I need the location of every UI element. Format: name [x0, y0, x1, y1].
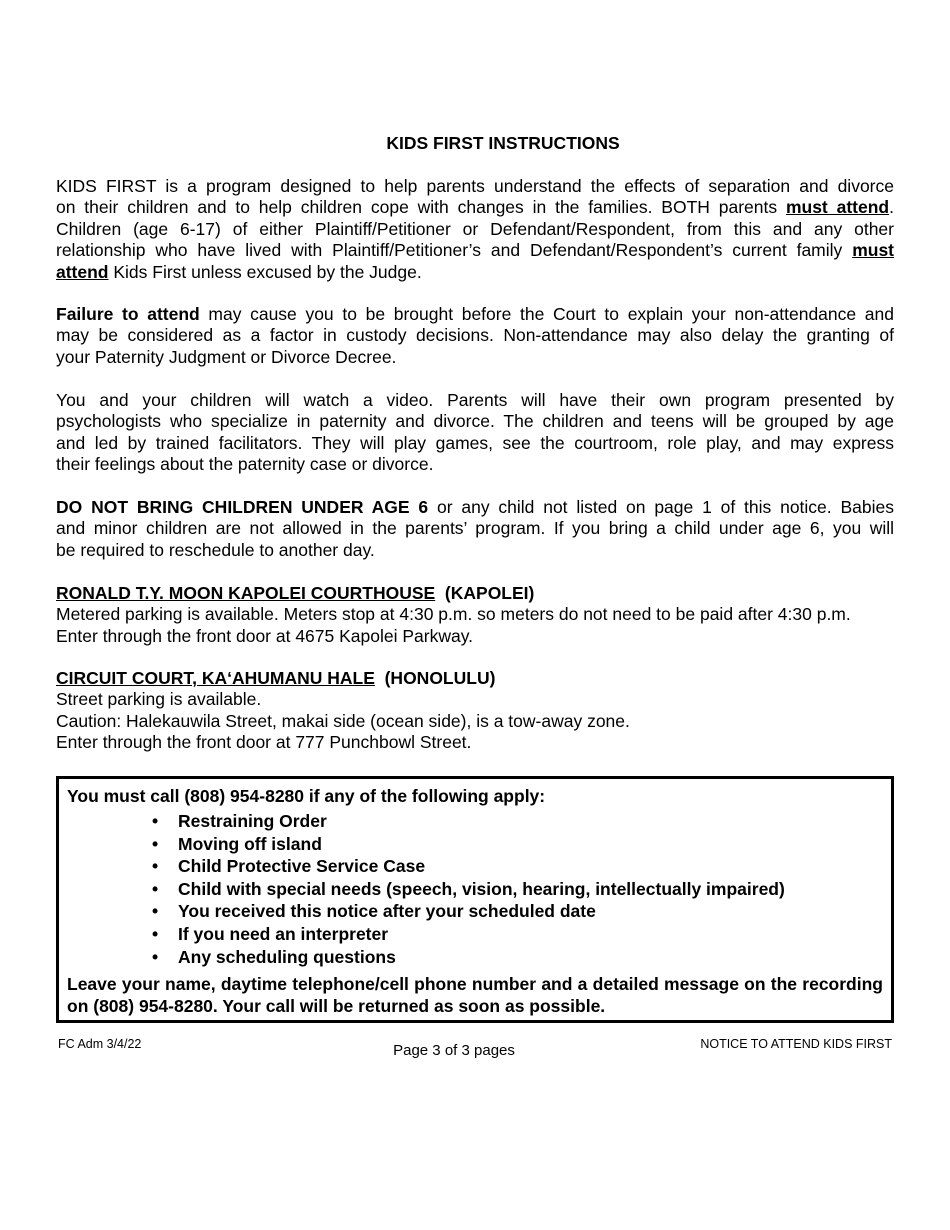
video-line-4: their feelings about the paternity case or divorce.: [56, 454, 434, 475]
intro-line-5-text: Kids First unless excused by the Judge.: [108, 261, 422, 282]
bullet-icon: •: [152, 923, 159, 944]
must-attend-emphasis: must attend: [785, 197, 890, 218]
bullet-icon: •: [152, 811, 159, 831]
form-number: FC Adm 3/4/22: [58, 1037, 142, 1051]
bullet-icon: •: [152, 856, 159, 877]
intro-line-2-text: on their children and to help children cope with changes in the families. BOTH parents: [56, 197, 786, 218]
call-notice-lead: You must call (808) 954-8280 if any of the following apply:: [67, 786, 546, 806]
video-line-2: psychologists who specialize in paternity and divorce. The children and teens will be grouped by age: [56, 411, 894, 432]
intro-line-2: [56, 197, 894, 218]
failure-line-3: your Paternity Judgment or Divorce Decree.: [56, 346, 397, 367]
list-item: [152, 900, 883, 923]
attend-emphasis: attend: [56, 261, 109, 282]
list-item: [152, 946, 883, 969]
video-line-3: and led by trained facilitators. They will play games, see the courtroom, role play, and may express: [56, 432, 894, 453]
video-line-1: You and your children will watch a video. Parents will have their own program presented by: [56, 390, 894, 410]
intro-line-5: [56, 262, 894, 283]
honolulu-courthouse-name: CIRCUIT COURT, KA‘AHUMANU HALE: [56, 668, 375, 688]
kapolei-area: (KAPOLEI): [435, 583, 535, 603]
intro-line-3: Children (age 6-17) of either Plaintiff/Petitioner or Defendant/Respondent, from this and any other: [56, 218, 894, 239]
video-paragraph: [56, 390, 894, 476]
kapolei-line-1: Metered parking is available. Meters stop at 4:30 p.m. so meters do not need to be paid after 4:30 p.m.: [56, 604, 851, 625]
honolulu-line-2: Caution: Halekauwila Street, makai side (ocean side), is a tow-away zone.: [56, 710, 630, 731]
honolulu-area: (HONOLULU): [374, 668, 496, 688]
intro-paragraph: [56, 176, 894, 283]
honolulu-line-3: Enter through the front door at 777 Punchbowl Street.: [56, 732, 472, 753]
bullet-icon: •: [152, 833, 159, 854]
title-text: KIDS FIRST INSTRUCTIONS: [386, 133, 620, 153]
list-item-text: Any scheduling questions: [178, 946, 396, 967]
list-item: [152, 833, 883, 856]
honolulu-section: [56, 668, 894, 754]
kapolei-courthouse-name: RONALD T.Y. MOON KAPOLEI COURTHOUSE: [56, 583, 436, 603]
children-line-2: and minor children are not allowed in the parents’ program. If you bring a child under age 6, you will: [56, 518, 894, 539]
list-item-text: Moving off island: [178, 833, 322, 854]
list-item-text: Child with special needs (speech, vision, hearing, intellectually impaired): [178, 878, 785, 899]
failure-line-2: may be considered as a factor in custody decisions. Non-attendance may also delay the granting of: [56, 325, 894, 346]
failure-line-1: [56, 304, 894, 325]
kapolei-section: [56, 583, 894, 647]
bullet-icon: •: [152, 946, 159, 967]
list-item: [152, 923, 883, 946]
honolulu-line-1: Street parking is available.: [56, 689, 262, 710]
failure-line-1-text: may cause you to be brought before the Court to explain your non-attendance and: [199, 304, 894, 324]
form-title: NOTICE TO ATTEND KIDS FIRST: [700, 1037, 892, 1051]
failure-emphasis: Failure to attend: [56, 304, 200, 324]
must-emphasis: must: [852, 240, 894, 261]
kapolei-line-2: Enter through the front door at 4675 Kapolei Parkway.: [56, 625, 474, 646]
list-item: [152, 855, 883, 878]
list-item-text: Child Protective Service Case: [178, 856, 426, 877]
honolulu-heading: [56, 668, 894, 689]
call-reasons-list: [67, 810, 883, 968]
list-item-text: If you need an interpreter: [178, 923, 389, 944]
intro-line-2-end: .: [889, 197, 894, 218]
children-line-1-text: or any child not listed on page 1 of this notice. Babies: [428, 497, 894, 517]
children-paragraph: [56, 497, 894, 561]
call-notice-box: [56, 776, 894, 1023]
list-item: [152, 878, 883, 901]
children-warning: DO NOT BRING CHILDREN UNDER AGE 6: [56, 497, 429, 517]
list-item-text: Restraining Order: [178, 811, 327, 831]
kapolei-heading: [56, 583, 894, 604]
page-number: Page 3 of 3 pages: [393, 1042, 515, 1059]
bullet-icon: •: [152, 878, 159, 899]
intro-line-1: KIDS FIRST is a program designed to help parents understand the effects of separation and divorce: [56, 176, 894, 196]
page-title: [0, 132, 950, 154]
list-item: [152, 810, 883, 833]
bullet-icon: •: [152, 901, 159, 922]
failure-paragraph: [56, 304, 894, 368]
call-notice-closing: Leave your name, daytime telephone/cell phone number and a detailed message on the recording on (808) 954-8280. Your call will be returned as soon as possible.: [67, 974, 883, 1016]
list-item-text: You received this notice after your scheduled date: [178, 901, 596, 922]
children-line-1: [56, 497, 894, 518]
intro-line-4: [56, 240, 894, 261]
intro-line-4-text: relationship who have lived with Plaintiff/Petitioner’s and Defendant/Respondent’s current family: [56, 240, 853, 261]
children-line-3: be required to reschedule to another day.: [56, 539, 375, 560]
